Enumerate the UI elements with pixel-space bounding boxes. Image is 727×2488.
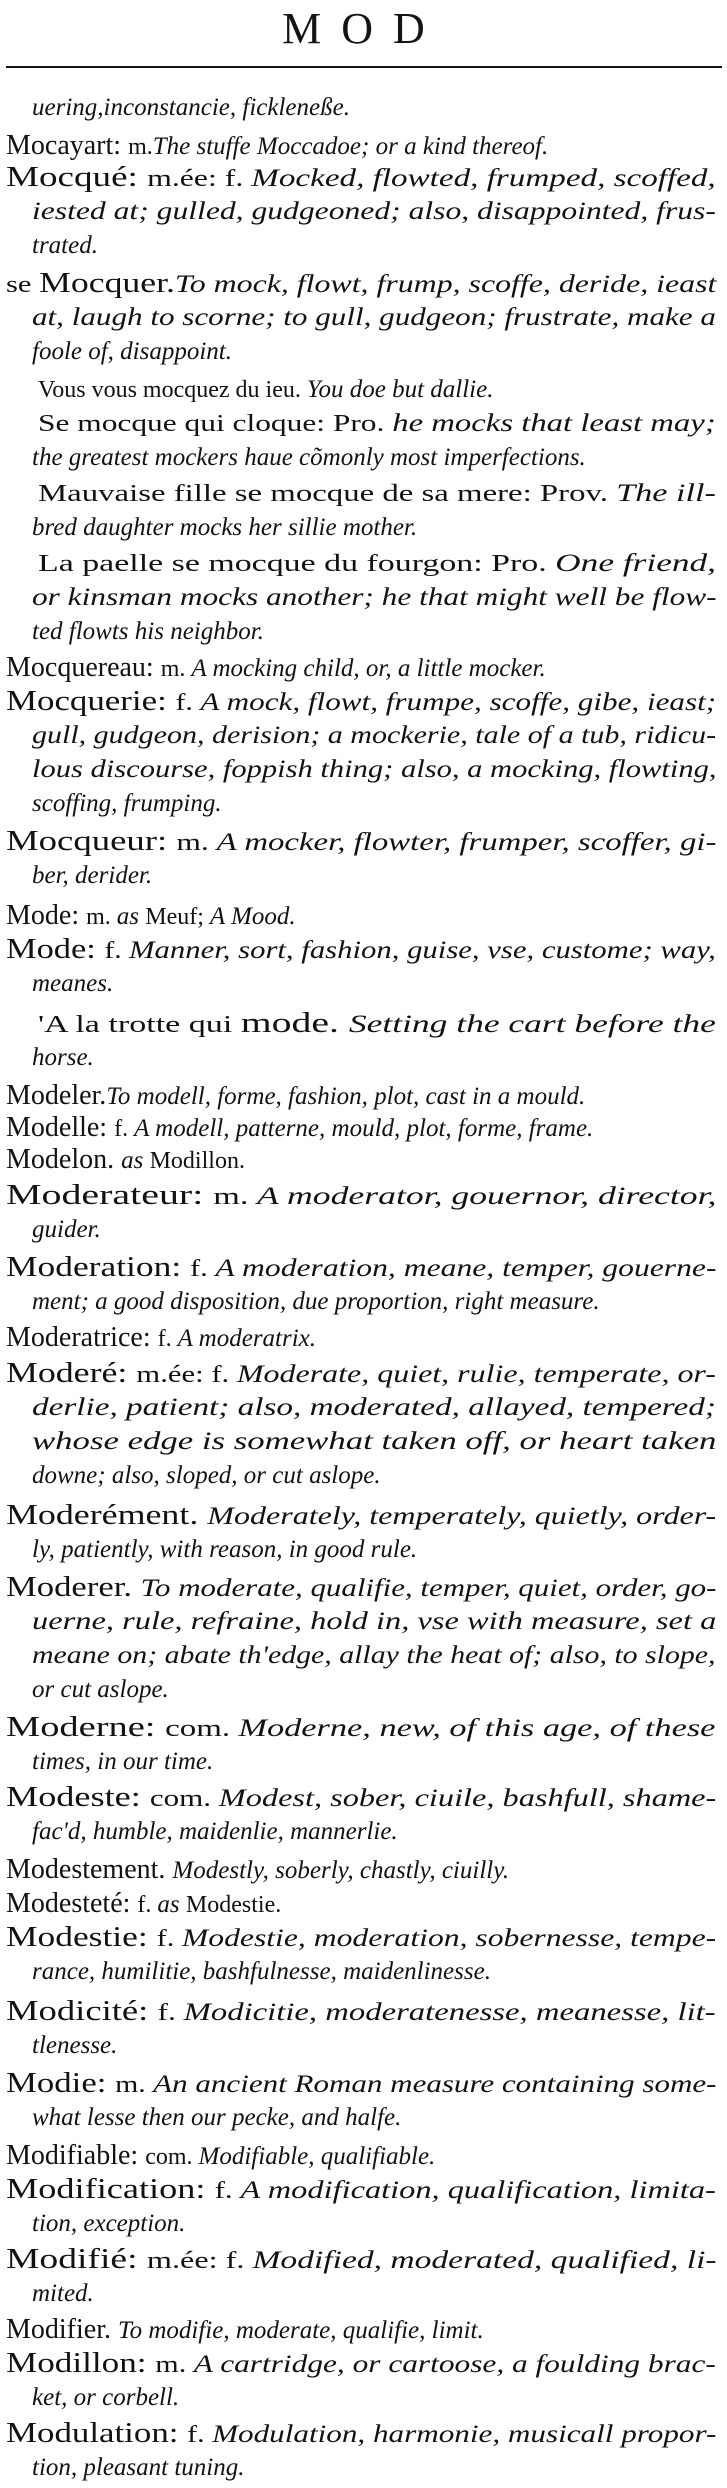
entry-line bbox=[6, 1110, 593, 1146]
grammar-note: m. bbox=[128, 134, 153, 160]
grammar-note: m. bbox=[155, 2352, 194, 2378]
grammar-note: f. bbox=[175, 690, 201, 716]
definition-text: An ancient Roman measure containing some- bbox=[153, 2071, 717, 2098]
headword: Modeler. bbox=[6, 1080, 107, 1111]
headword: Moderer. bbox=[6, 1572, 141, 1603]
entry-line bbox=[6, 2312, 484, 2348]
grammar-note: f. bbox=[214, 2178, 241, 2204]
headword: Modifié: bbox=[6, 2244, 147, 2275]
headword: Modillon: bbox=[6, 2348, 156, 2379]
definition-text: lous discourse, foppish thing; also, a mocking, flowting, bbox=[32, 756, 717, 783]
definition-text: ly, patiently, with reason, in good rule. bbox=[32, 1536, 418, 1563]
entry-continuation-line bbox=[32, 1744, 213, 1780]
definition-text: derlie, patient; also, moderated, allayed, tempered; bbox=[32, 1394, 716, 1421]
headword: Mocayart: bbox=[6, 130, 129, 161]
entry-continuation-line bbox=[32, 300, 716, 336]
entry-line bbox=[6, 1250, 717, 1286]
definition-text: ber, derider. bbox=[32, 862, 153, 889]
entry-line bbox=[6, 266, 716, 302]
definition-text: fac'd, humble, maidenlie, mannerlie. bbox=[32, 1818, 398, 1845]
definition-text: as bbox=[121, 1147, 150, 1174]
headword: Modesteté: bbox=[6, 1888, 138, 1919]
definition-text: guider. bbox=[32, 1216, 101, 1243]
entry-line bbox=[6, 1994, 716, 2030]
grammar-note: com. bbox=[145, 2144, 199, 2170]
entry-continuation-line bbox=[32, 2380, 179, 2416]
entry-line bbox=[6, 1920, 716, 1956]
definition-text: the greatest mockers haue cõmonly most imperfections. bbox=[32, 444, 586, 471]
grammar-note: f. bbox=[187, 2422, 213, 2448]
headword: Modification: bbox=[6, 2174, 215, 2205]
grammar-note: m.ée: f. bbox=[147, 166, 252, 192]
page-header: MOD bbox=[282, 4, 445, 53]
definition-text: scoffing, frumping. bbox=[32, 790, 222, 817]
grammar-note: m. bbox=[115, 2072, 154, 2098]
entry-line bbox=[32, 90, 350, 126]
grammar-note: f. bbox=[137, 1892, 158, 1918]
grammar-note: Modillon. bbox=[149, 1148, 245, 1174]
headword: Mocqué: bbox=[6, 162, 148, 193]
definition-text: A modification, qualification, limita- bbox=[240, 2177, 716, 2204]
grammar-note: f. bbox=[114, 1116, 135, 1142]
entry-continuation-line bbox=[32, 440, 586, 476]
headword: mode. bbox=[240, 1008, 349, 1039]
definition-text: or kinsman mocks another; he that might well be flow- bbox=[32, 584, 717, 611]
grammar-note: La paelle se mocque du fourgon: Pro. bbox=[38, 551, 556, 577]
definition-text: as bbox=[116, 903, 146, 930]
definition-text: You doe but dallie. bbox=[306, 376, 494, 403]
grammar-note: f. bbox=[104, 938, 129, 964]
grammar-note: m. bbox=[160, 656, 192, 682]
grammar-note: Se mocque qui cloque: Pro. bbox=[38, 411, 393, 437]
entry-continuation-line bbox=[32, 718, 716, 754]
definition-text: To modifie, moderate, qualifie, limit. bbox=[118, 2317, 484, 2344]
entry-continuation-line bbox=[32, 966, 113, 1002]
headword: Moderatrice: bbox=[6, 1322, 158, 1353]
entry-continuation-line bbox=[32, 858, 152, 894]
definition-text: iested at; gulled, gudgeoned; also, disappointed, frus- bbox=[32, 198, 716, 225]
definition-text: uerne, rule, refraine, hold in, vse with measure, set a bbox=[32, 1608, 717, 1635]
definition-text: meane on; abate th'edge, allay the heat of; also, to slope, bbox=[32, 1642, 716, 1669]
header-rule bbox=[6, 66, 722, 68]
entry-line bbox=[6, 1078, 585, 1114]
definition-text: Manner, sort, fashion, guise, vse, custome; way, bbox=[128, 937, 716, 964]
headword: Modifier. bbox=[6, 2314, 118, 2345]
definition-text: tlenesse. bbox=[32, 2032, 118, 2059]
headword: Moderément. bbox=[6, 1500, 208, 1531]
headword: Mocquerie: bbox=[6, 686, 176, 717]
definition-text: times, in our time. bbox=[32, 1748, 214, 1775]
entry-line bbox=[6, 932, 716, 968]
entry-continuation-line bbox=[32, 580, 717, 616]
definition-text: as bbox=[157, 1891, 186, 1918]
definition-text: tion, exception. bbox=[32, 2210, 186, 2237]
grammar-note: m. bbox=[176, 830, 217, 856]
entry-continuation-line bbox=[32, 752, 717, 788]
definition-text: Mocked, flowted, frumped, scoffed, bbox=[251, 165, 716, 192]
grammar-note: com. bbox=[165, 1716, 239, 1742]
definition-text: meanes. bbox=[32, 970, 114, 997]
headword: Mocquer. bbox=[39, 268, 175, 299]
entry-line bbox=[6, 2172, 716, 2208]
entry-continuation-line bbox=[32, 334, 232, 370]
entry-continuation-line bbox=[32, 1284, 600, 1320]
entry-line bbox=[6, 160, 716, 196]
definition-text: The ill- bbox=[616, 480, 716, 507]
grammar-note: m. bbox=[86, 904, 117, 930]
entry-continuation-line bbox=[32, 2276, 94, 2312]
headword: Mode: bbox=[6, 900, 87, 931]
definition-text: uering,inconstancie, fickleneße. bbox=[32, 94, 350, 121]
entry-line bbox=[6, 1356, 716, 1392]
definition-text: A cartridge, or cartoose, a foulding brac- bbox=[193, 2351, 716, 2378]
definition-text: A moderation, meane, temper, gouerne- bbox=[215, 1255, 717, 1282]
entry-line bbox=[38, 1006, 716, 1042]
definition-text: horse. bbox=[32, 1044, 94, 1071]
entry-line bbox=[6, 684, 716, 720]
entry-line bbox=[6, 1178, 716, 1214]
definition-text: A mock, flowt, frumpe, scoffe, gibe, ieast; bbox=[200, 689, 717, 716]
headword: Modelle: bbox=[6, 1112, 115, 1143]
grammar-note: Vous vous mocquez du ieu. bbox=[38, 377, 307, 403]
headword: Modestement. bbox=[6, 1854, 173, 1885]
definition-text: A moderatrix. bbox=[177, 1325, 317, 1352]
entry-continuation-line bbox=[32, 510, 417, 546]
definition-text: Modifiable, qualifiable. bbox=[198, 2143, 436, 2170]
definition-text: what lesse then our pecke, and halfe. bbox=[32, 2104, 402, 2131]
definition-text: at, laugh to scorne; to gull, gudgeon; frustrate, make a bbox=[32, 304, 716, 331]
definition-text: ket, or corbell. bbox=[32, 2384, 180, 2411]
grammar-note: Modestie. bbox=[185, 1892, 282, 1918]
definition-text: To modell, forme, fashion, plot, cast in a mould. bbox=[106, 1083, 586, 1110]
entry-continuation-line bbox=[32, 2100, 401, 2136]
entry-line bbox=[6, 2066, 717, 2102]
entry-continuation-line bbox=[32, 1424, 716, 1460]
grammar-note: m. bbox=[213, 1184, 258, 1210]
grammar-note: se bbox=[6, 272, 40, 298]
definition-text: bred daughter mocks her sillie mother. bbox=[32, 514, 418, 541]
headword: Mocquereau: bbox=[6, 652, 161, 683]
definition-text: ment; a good disposition, due proportion, right measure. bbox=[32, 1288, 600, 1315]
headword: Moderateur: bbox=[6, 1180, 214, 1211]
entry-continuation-line bbox=[32, 1532, 417, 1568]
entry-line bbox=[6, 1498, 716, 1534]
entry-line bbox=[6, 1142, 245, 1178]
entry-continuation-line bbox=[32, 1390, 716, 1426]
definition-text: gull, gudgeon, derision; a mockerie, tale of a tub, ridicu- bbox=[32, 722, 717, 749]
entry-line bbox=[6, 1710, 715, 1746]
entry-line bbox=[6, 650, 546, 686]
grammar-note: m.ée: f. bbox=[136, 1362, 237, 1388]
definition-text: ted flowts his neighbor. bbox=[32, 618, 264, 645]
definition-text: Modestie, moderation, sobernesse, tempe- bbox=[181, 1925, 717, 1952]
entry-line bbox=[6, 898, 296, 934]
definition-text: trated. bbox=[32, 232, 98, 259]
definition-text: tion, pleasant tuning. bbox=[32, 2454, 245, 2481]
definition-text: mited. bbox=[32, 2280, 94, 2307]
entry-line bbox=[38, 406, 716, 442]
grammar-note: 'A la trotte qui bbox=[38, 1012, 241, 1038]
entry-continuation-line bbox=[32, 1672, 169, 1708]
grammar-note: f. bbox=[190, 1256, 216, 1282]
definition-text: A mocker, flowter, frumper, scoffer, gi- bbox=[216, 829, 717, 856]
entry-continuation-line bbox=[32, 228, 98, 264]
entry-line bbox=[6, 824, 716, 860]
definition-text: A Mood. bbox=[209, 903, 296, 930]
definition-text: A modell, patterne, mould, plot, forme, frame. bbox=[134, 1115, 594, 1142]
definition-text: To moderate, qualifie, temper, quiet, order, go- bbox=[140, 1575, 717, 1602]
grammar-note: f. bbox=[157, 2000, 184, 2026]
definition-text: Setting the cart before the bbox=[348, 1011, 716, 1038]
entry-continuation-line bbox=[32, 2028, 117, 2064]
entry-continuation-line bbox=[32, 194, 716, 230]
definition-text: Moderately, temperately, quietly, order- bbox=[207, 1503, 717, 1530]
definition-text: A mocking child, or, a little mocker. bbox=[191, 655, 546, 682]
entry-line bbox=[38, 476, 716, 512]
grammar-note: com. bbox=[149, 1786, 219, 1812]
definition-text: foole of, disappoint. bbox=[32, 338, 232, 365]
entry-line bbox=[6, 1852, 509, 1888]
definition-text: To mock, flowt, frump, scoffe, deride, ieast bbox=[174, 271, 717, 298]
entry-line bbox=[6, 2138, 435, 2174]
entry-continuation-line bbox=[32, 1458, 381, 1494]
headword: Mode: bbox=[6, 934, 105, 965]
definition-text: Modest, sober, ciuile, bashfull, shame- bbox=[218, 1785, 717, 1812]
entry-line bbox=[38, 372, 493, 408]
headword: Modifiable: bbox=[6, 2140, 146, 2171]
definition-text: The stuffe Moccadoe; or a kind thereof. bbox=[152, 133, 549, 160]
entry-continuation-line bbox=[32, 2450, 245, 2486]
definition-text: Modified, moderated, qualified, li- bbox=[252, 2247, 717, 2274]
entry-line bbox=[6, 1780, 716, 1816]
grammar-note: Meuf; bbox=[145, 904, 210, 930]
definition-text: downe; also, sloped, or cut aslope. bbox=[32, 1462, 381, 1489]
entry-line bbox=[6, 2346, 716, 2382]
entry-line bbox=[6, 1570, 716, 1606]
definition-text: whose edge is somewhat taken off, or heart taken bbox=[32, 1428, 717, 1455]
grammar-note: f. bbox=[156, 1926, 182, 1952]
entry-continuation-line bbox=[32, 1040, 94, 1076]
grammar-note: Mauvaise fille se mocque de sa mere: Prov. bbox=[38, 481, 617, 507]
headword: Modulation: bbox=[6, 2418, 188, 2449]
entry-line bbox=[6, 1320, 316, 1356]
headword: Moderé: bbox=[6, 1358, 137, 1389]
definition-text: rance, humilitie, bashfulnesse, maidenlinesse. bbox=[32, 1958, 491, 1985]
headword: Modie: bbox=[6, 2068, 116, 2099]
definition-text: Modestly, soberly, chastly, ciuilly. bbox=[172, 1857, 510, 1884]
definition-text: A moderator, gouernor, director, bbox=[257, 1183, 717, 1210]
definition-text: Modulation, harmonie, musicall propor- bbox=[212, 2421, 717, 2448]
entry-line bbox=[6, 2242, 717, 2278]
entry-continuation-line bbox=[32, 1954, 491, 1990]
definition-text: Moderne, new, of this age, of these bbox=[238, 1715, 716, 1742]
headword: Moderation: bbox=[6, 1252, 191, 1283]
entry-continuation-line bbox=[32, 1814, 398, 1850]
headword: Modeste: bbox=[6, 1782, 150, 1813]
headword: Mocqueur: bbox=[6, 826, 177, 857]
headword: Modicité: bbox=[6, 1996, 158, 2027]
entry-continuation-line bbox=[32, 1638, 716, 1674]
definition-text: Moderate, quiet, rulie, temperate, or- bbox=[236, 1361, 716, 1388]
entry-continuation-line bbox=[32, 1604, 716, 1640]
definition-text: he mocks that least may; bbox=[392, 410, 716, 437]
definition-text: or cut aslope. bbox=[32, 1676, 169, 1703]
entry-continuation-line bbox=[32, 1212, 101, 1248]
grammar-note: f. bbox=[157, 1326, 178, 1352]
entry-line bbox=[6, 128, 548, 164]
headword: Modestie: bbox=[6, 1922, 157, 1953]
entry-continuation-line bbox=[32, 614, 264, 650]
grammar-note: m.ée: f. bbox=[146, 2248, 253, 2274]
definition-text: One friend, bbox=[555, 550, 717, 577]
headword: Modelon. bbox=[6, 1144, 122, 1175]
entry-line bbox=[6, 1886, 281, 1922]
definition-text: Modicitie, moderatenesse, meanesse, lit- bbox=[183, 1999, 716, 2026]
entry-line bbox=[38, 546, 716, 582]
entry-continuation-line bbox=[32, 2206, 185, 2242]
entry-continuation-line bbox=[32, 786, 222, 822]
entry-line bbox=[6, 2416, 716, 2452]
headword: Moderne: bbox=[6, 1712, 166, 1743]
